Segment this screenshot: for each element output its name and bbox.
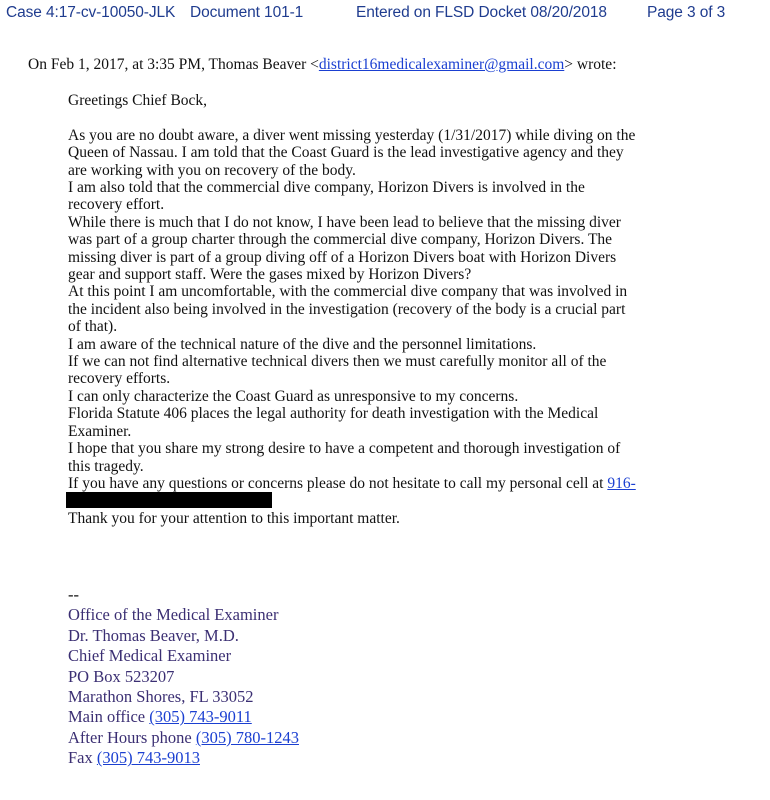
after-hours-phone-link[interactable]: (305) 780-1243: [195, 727, 299, 747]
signature-separator: --: [68, 585, 79, 604]
docket-entry: Entered on FLSD Docket 08/20/2018: [356, 4, 607, 21]
fax-label: Fax: [68, 748, 97, 768]
body-line: Queen of Nassau. I am told that the Coast Guard is the lead investigative agency and they: [68, 144, 624, 162]
signature-fax: [68, 748, 299, 768]
document-number: Document 101-1: [190, 4, 304, 21]
sender-email-link[interactable]: district16medicalexaminer@gmail.com: [318, 56, 565, 73]
body-line: I am aware of the technical nature of the dive and the personnel limitations.: [68, 335, 537, 353]
signature-main-office: [68, 707, 299, 727]
body-line: If we can not find alternative technical divers then we must carefully monitor all of the: [68, 353, 607, 371]
body-line: recovery efforts.: [68, 370, 171, 388]
fax-phone-link[interactable]: (305) 743-9013: [96, 748, 200, 768]
questions-text: If you have any questions or concerns please do not hesitate to call my personal cell at: [68, 474, 608, 492]
thanks-line: Thank you for your attention to this important matter.: [68, 509, 400, 527]
body-line: Examiner.: [68, 422, 132, 440]
email-body: [68, 92, 758, 527]
body-line: At this point I am uncomfortable, with the commercial dive company that was involved in: [68, 283, 628, 301]
body-line: the incident also being involved in the investigation (recovery of the body is a crucial part: [68, 300, 626, 318]
body-line: missing diver is part of a group diving off of a Horizon Divers boat with Horizon Divers: [68, 248, 617, 266]
main-office-label: Main office: [68, 707, 150, 727]
email-signature: [68, 585, 299, 769]
attribution-prefix: On Feb 1, 2017, at 3:35 PM, Thomas Beaver <: [28, 56, 319, 73]
questions-line: [68, 475, 758, 492]
body-line: I am also told that the commercial dive company, Horizon Divers is involved in the: [68, 179, 585, 197]
body-line: gear and support staff. Were the gases mixed by Horizon Divers?: [68, 266, 472, 284]
case-number: Case 4:17-cv-10050-JLK: [6, 4, 176, 21]
signature-office: Office of the Medical Examiner: [68, 605, 279, 625]
body-line: recovery effort.: [68, 196, 165, 214]
body-line: this tragedy.: [68, 457, 144, 475]
redaction-block: [66, 492, 272, 508]
body-line: I hope that you share my strong desire to have a competent and thorough investigation of: [68, 440, 621, 458]
cell-phone-link[interactable]: 916-: [607, 474, 636, 492]
body-line: As you are no doubt aware, a diver went missing yesterday (1/31/2017) while diving on the: [68, 126, 636, 144]
signature-city: Marathon Shores, FL 33052: [68, 687, 254, 707]
signature-name: Dr. Thomas Beaver, M.D.: [68, 625, 239, 645]
redaction-line: [68, 492, 758, 509]
body-line: of that).: [68, 318, 118, 336]
body-line: was part of a group charter through the commercial dive company, Horizon Divers. The: [68, 231, 613, 249]
signature-po-box: PO Box 523207: [68, 666, 175, 686]
page-number: Page 3 of 3: [647, 4, 726, 21]
main-office-phone-link[interactable]: (305) 743-9011: [149, 707, 252, 727]
email-attribution: [28, 56, 617, 74]
body-line: are working with you on recovery of the body.: [68, 161, 356, 179]
after-hours-label: After Hours phone: [68, 727, 196, 747]
attribution-suffix: > wrote:: [564, 56, 617, 73]
signature-title: Chief Medical Examiner: [68, 646, 232, 666]
signature-after-hours: [68, 728, 299, 748]
body-line: While there is much that I do not know, I have been lead to believe that the missing diver: [68, 213, 621, 231]
body-line: Florida Statute 406 places the legal authority for death investigation with the Medical: [68, 405, 599, 423]
greeting: Greetings Chief Bock,: [68, 92, 208, 109]
body-line: I can only characterize the Coast Guard as unresponsive to my concerns.: [68, 387, 519, 405]
